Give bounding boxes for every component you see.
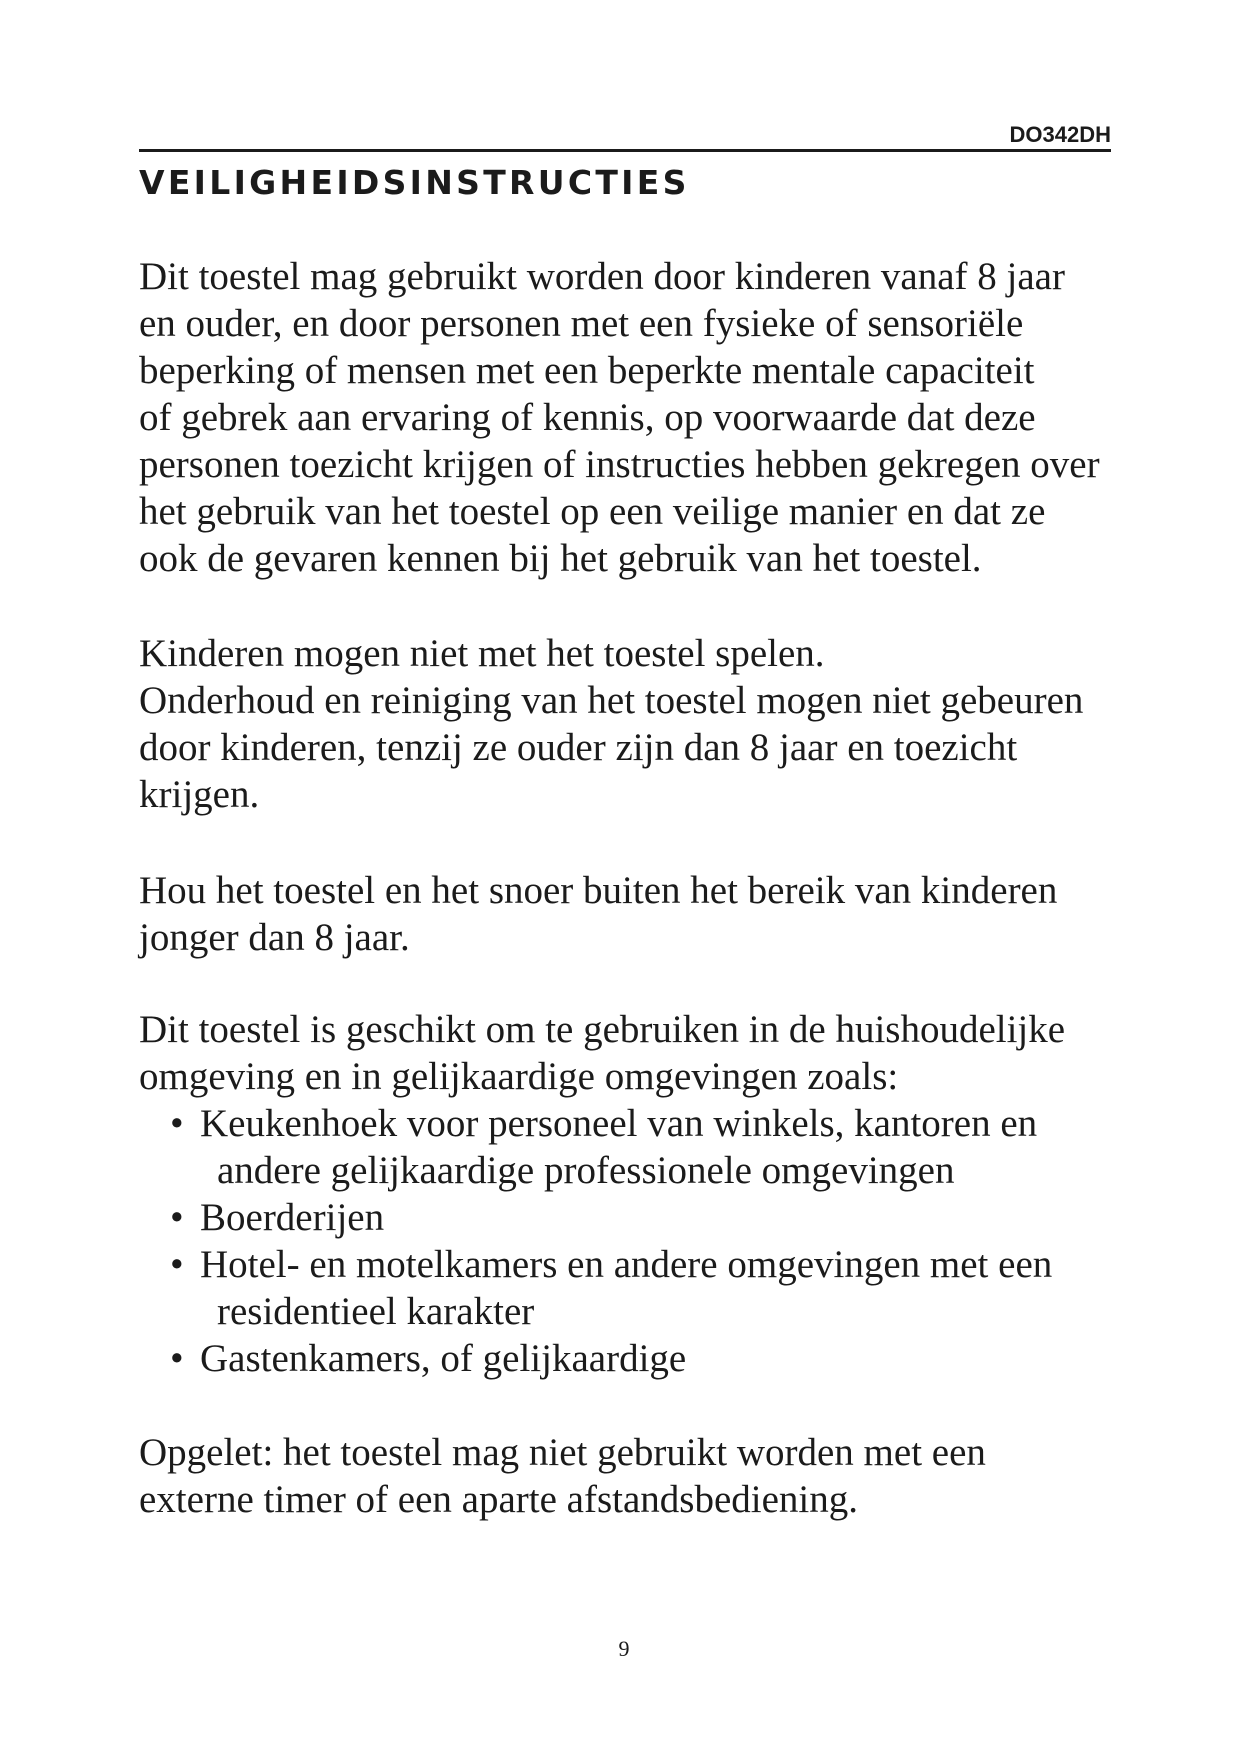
list-item-text: Hotel- en motelkamers en andere omgevingen met een: [200, 1243, 1053, 1286]
text-line: beperking of mensen met een beperkte mentale capaciteit: [139, 349, 1035, 392]
paragraph-children-play: [139, 630, 1083, 818]
text-line: Opgelet: het toestel mag niet gebruikt worden met een: [139, 1431, 986, 1474]
usage-environments-list: [139, 1100, 1052, 1382]
text-line: of gebrek aan ervaring of kennis, op voorwaarde dat deze: [139, 396, 1036, 439]
bullet-marker: •: [170, 1243, 184, 1286]
model-code: DO342DH: [1009, 122, 1111, 147]
text-line: door kinderen, tenzij ze ouder zijn dan 8 jaar en toezicht: [139, 726, 1018, 769]
paragraph-warning: [139, 1429, 986, 1523]
text-line: en ouder, en door personen met een fysieke of sensoriële: [139, 302, 1024, 345]
list-item-continuation: residentieel karakter: [217, 1290, 535, 1333]
bullet-marker: •: [170, 1196, 184, 1239]
list-item-continuation: andere gelijkaardige professionele omgevingen: [217, 1149, 955, 1192]
text-line: externe timer of een aparte afstandsbediening.: [139, 1478, 859, 1521]
text-line: omgeving en in gelijkaardige omgevingen zoals:: [139, 1055, 899, 1098]
text-line: Dit toestel is geschikt om te gebruiken in de huishoudelijke: [139, 1008, 1066, 1051]
list-item: [139, 1241, 1052, 1335]
list-item-text: Boerderijen: [200, 1196, 385, 1239]
text-line: Onderhoud en reiniging van het toestel mogen niet gebeuren: [139, 679, 1084, 722]
text-line: ook de gevaren kennen bij het gebruik van het toestel.: [139, 537, 982, 580]
list-item-text: Gastenkamers, of gelijkaardige: [200, 1337, 687, 1380]
text-line: jonger dan 8 jaar.: [139, 916, 410, 959]
list-item: [139, 1194, 1052, 1241]
list-item-text: Keukenhoek voor personeel van winkels, kantoren en: [200, 1102, 1038, 1145]
list-item: [139, 1100, 1052, 1194]
text-line: Kinderen mogen niet met het toestel spelen.: [139, 632, 825, 675]
paragraph-user-restrictions: [139, 253, 1100, 582]
header-rule: [139, 149, 1111, 152]
bullet-marker: •: [170, 1102, 184, 1145]
text-line: Hou het toestel en het snoer buiten het bereik van kinderen: [139, 869, 1058, 912]
list-item: [139, 1335, 1052, 1382]
paragraph-keep-away: [139, 867, 1057, 961]
text-line: het gebruik van het toestel op een veilige manier en dat ze: [139, 490, 1046, 533]
page-number: 9: [618, 1636, 630, 1661]
section-title: VEILIGHEIDSINSTRUCTIES: [139, 163, 690, 202]
text-line: krijgen.: [139, 773, 260, 816]
text-line: Dit toestel mag gebruikt worden door kinderen vanaf 8 jaar: [139, 255, 1065, 298]
paragraph-intended-use: [139, 1006, 1065, 1100]
bullet-marker: •: [170, 1337, 184, 1380]
text-line: personen toezicht krijgen of instructies hebben gekregen over: [139, 443, 1100, 486]
